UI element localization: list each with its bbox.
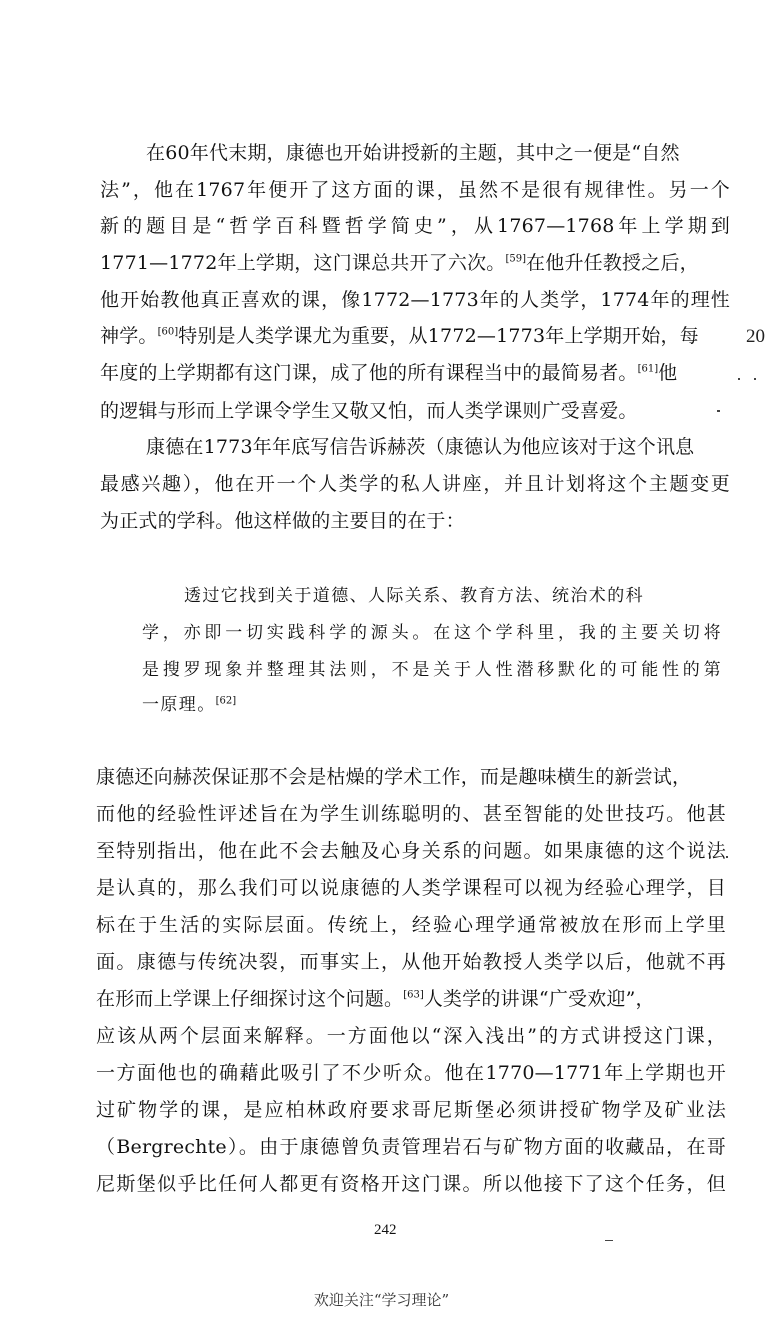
- paragraph2-line-2: 最感兴趣），他在开一个人类学的私人讲座，并且计划将这个主题变更: [100, 473, 730, 495]
- paragraph3-line-10: 过矿物学的课，是应柏林政府要求哥尼斯堡必须讲授矿物学及矿业法: [96, 1099, 726, 1121]
- footer-note: 欢迎关注“学习理论”: [313, 1291, 450, 1309]
- scan-speck: [717, 410, 720, 412]
- paragraph1-line-3: 新的题目是“哲学百科暨哲学简史”，从1767—1768年上学期到: [100, 215, 730, 237]
- quote-line-2: 学，亦即一切实践科学的源头。在这个学科里，我的主要关切将: [142, 623, 722, 643]
- scan-speck: [726, 856, 728, 858]
- footnote-ref-59[interactable]: [59]: [505, 253, 527, 265]
- quote-line-3: 是搜罗现象并整理其法则，不是关于人性潜移默化的可能性的第: [142, 660, 722, 680]
- paragraph2-line-1: 康德在1773年年底写信告诉赫茨（康德认为他应该对于这个讯息: [146, 436, 695, 458]
- footnote-ref-60[interactable]: [60]: [157, 326, 179, 338]
- scan-speck: [754, 378, 756, 380]
- quote-line-1: 透过它找到关于道德、人际关系、教育方法、统治术的科: [184, 586, 644, 606]
- footnote-ref-61[interactable]: [61]: [637, 363, 659, 375]
- paragraph3-line-4: 是认真的，那么我们可以说康德的人类学课程可以视为经验心理学，目: [96, 877, 726, 899]
- margin-page-mark: 20: [746, 326, 765, 347]
- paragraph3-line-2: 而他的经验性评述旨在为学生训练聪明的、甚至智能的处世技巧。他甚: [96, 803, 726, 825]
- paragraph1-line-2: 法”，他在1767年便开了这方面的课，虽然不是很有规律性。另一个: [100, 179, 730, 201]
- paragraph3-line-8: 应该从两个层面来解释。一方面他以“深入浅出”的方式讲授这门课，: [96, 1025, 726, 1047]
- paragraph3-line-1: 康德还向赫茨保证那不会是枯燥的学术工作，而是趣味横生的新尝试，: [96, 766, 692, 788]
- paragraph3-line-5: 标在于生活的实际层面。传统上，经验心理学通常被放在形而上学里: [96, 914, 726, 936]
- paragraph1-line-1: 在60年代末期，康德也开始讲授新的主题，其中之一便是“自然: [146, 142, 680, 164]
- paragraph3-line-6: 面。康德与传统决裂，而事实上，从他开始教授人类学以后，他就不再: [96, 951, 726, 973]
- scan-speck: [605, 1240, 613, 1241]
- paragraph2-line-3: 为正式的学科。他这样做的主要目的在于：: [100, 510, 465, 532]
- paragraph1-line-6: 神学。[60]特别是人类学课尤为重要，从1772—1773年上学期开始，每: [100, 325, 699, 347]
- footnote-ref-62[interactable]: [62]: [215, 695, 237, 707]
- footnote-ref-63[interactable]: [63]: [403, 989, 424, 1001]
- paragraph3-line-9: 一方面他也的确藉此吸引了不少听众。他在1770—1771年上学期也开: [96, 1062, 726, 1084]
- paragraph3-line-3: 至特别指出，他在此不会去触及心身关系的问题。如果康德的这个说法: [96, 840, 726, 862]
- paragraph3-line-7: 在形而上学课上仔细探讨这个问题。[63]人类学的讲课“广受欢迎”，: [96, 988, 655, 1010]
- paragraph3-line-12: 尼斯堡似乎比任何人都更有资格开这门课。所以他接下了这个任务，但: [96, 1173, 726, 1195]
- quote-line-4: 一原理。[62]: [142, 695, 237, 715]
- paragraph1-line-7: 年度的上学期都有这门课，成了他的所有课程当中的最简易者。[61]他: [100, 362, 678, 384]
- paragraph3-line-11: （Bergrechte）。由于康德曾负责管理岩石与矿物方面的收藏品，在哥: [96, 1136, 726, 1158]
- paragraph1-line-8: 的逻辑与形而上学课令学生又敬又怕，而人类学课则广受喜爱。: [100, 400, 638, 422]
- page-number: 242: [374, 1222, 397, 1238]
- scan-speck: [738, 378, 740, 380]
- paragraph1-line-4: 1771—1772年上学期，这门课总共开了六次。[59]在他升任教授之后，: [100, 252, 699, 274]
- paragraph1-line-5: 他开始教他真正喜欢的课，像1772—1773年的人类学，1774年的理性: [100, 289, 730, 311]
